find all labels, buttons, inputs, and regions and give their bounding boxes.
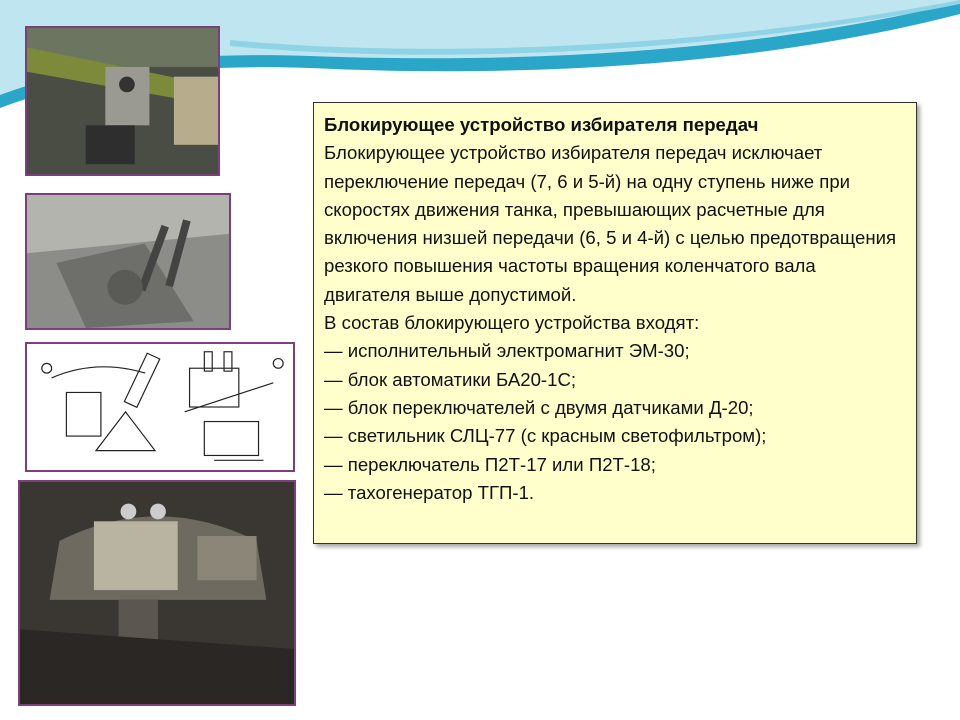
list-item: — тахогенератор ТГП-1. [324,481,535,503]
list-item: — светильник СЛЦ-77 (с красным светофильтром); [324,425,767,447]
components-intro: В состав блокирующего устройства входят: [324,312,700,334]
photo-selector-levers [25,193,231,330]
slide-title: Блокирующее устройство избирателя передач [324,114,759,135]
photo-gear-selector-top [25,26,220,176]
diagram-blocking-device [25,342,295,472]
list-item: — блок автоматики БА20-1С; [324,368,577,390]
components-list [324,337,906,507]
list-item: — переключатель П2Т-17 или П2Т-18; [324,453,656,475]
list-item: — блок переключателей с двумя датчиками Д-20; [324,396,754,418]
list-item: — исполнительный электромагнит ЭМ-30; [324,340,690,362]
photo-switch-block [18,480,296,706]
description-paragraph: Блокирующее устройство избирателя передач исключает переключение передач (7, 6 и 5-й) на одну ступень ниже при скоростях движения танка, превышающих расчетные для включения низшей передачи (6, 5 и 4-й) с целью предотвращения резкого повышения частоты вращения коленчатого вала двигателя выше допустимой. [324,142,897,305]
description-textbox [313,102,917,544]
